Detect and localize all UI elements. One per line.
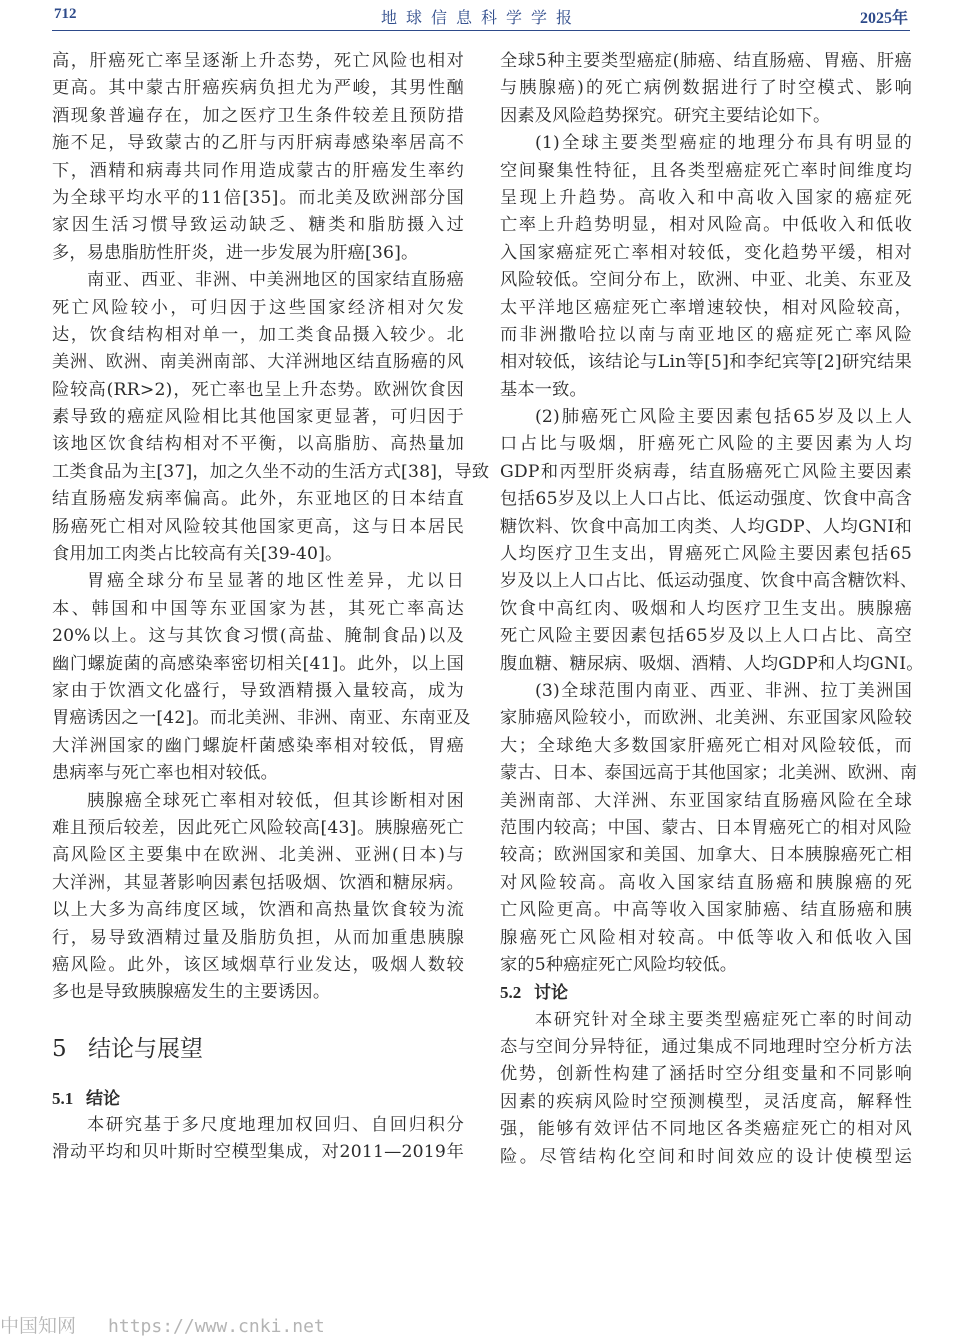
text-line: 人均医疗卫生支出，胃癌死亡风险主要因素包括65 [500, 544, 912, 565]
text-line: 风险较低。空间分布上，欧洲、中亚、北美、东亚及 [500, 270, 912, 291]
text-line: 幽门螺旋菌的高感染率密切相关[41]。此外，以上国 [52, 653, 464, 674]
subsection-title: 结论 [86, 1088, 120, 1109]
text-line: 癌风险。此外，该区域烟草行业发达，吸烟人数较 [52, 954, 464, 975]
right-column [500, 48, 924, 1171]
watermark-url: https://www.cnki.net [108, 1316, 325, 1337]
text-line: 空间聚集性特征，且各类型癌症死亡率时间维度均 [500, 160, 912, 181]
text-line: 相对较低，该结论与Lin等[5]和李纪宾等[2]研究结果 [500, 352, 912, 373]
text-line: 险。尽管结构化空间和时间效应的设计使模型运 [500, 1146, 912, 1167]
paragraph-pancreatic-cancer [52, 788, 464, 1007]
text-line: 胃癌全球分布呈显著的地区性差异，尤以日 [87, 571, 464, 592]
subsection-number: 5.2 [500, 983, 522, 1003]
paragraph-stomach-cancer [52, 568, 471, 787]
text-line: 腹血糖、糖尿病、吸烟、酒精、人均GDP和人均GNI。 [500, 653, 924, 674]
text-line: 家因生活习惯导致运动缺乏、糖类和脂肪摄入过 [52, 215, 464, 236]
text-line: 下，酒精和病毒共同作用造成蒙古的肝癌发生率约 [52, 160, 464, 181]
text-line: 岁及以上人口占比、低运动强度、饮食中高含糖饮料、 [500, 571, 918, 592]
text-line: 口占比与吸烟，肝癌死亡风险的主要因素为人均 [500, 434, 912, 455]
subsection-heading-5-1 [52, 1085, 464, 1112]
text-line: 美洲、欧洲、南美洲南部、大洋洲地区结直肠癌的风 [52, 352, 464, 373]
publication-year: 2025年 [859, 10, 908, 27]
paragraph-conclusion-2 [500, 404, 924, 678]
text-line: 20%以上。这与其饮食习惯(高盐、腌制食品)以及 [52, 626, 464, 647]
text-line: 基本一致。 [500, 379, 587, 400]
text-line: 包括65岁及以上人口占比、低运动强度、饮食中高含 [500, 489, 912, 510]
paragraph-discussion [500, 1007, 912, 1171]
text-line: 呈现上升趋势。高收入和中高收入国家的癌症死 [500, 187, 912, 208]
paragraph-colorectal-cancer [52, 267, 490, 568]
text-line: 难且预后较差，因此死亡风险较高[43]。胰腺癌死亡 [52, 817, 464, 838]
text-line: 因素的疾病风险时空预测模型，灵活度高，解释性 [500, 1091, 912, 1112]
text-line: (1)全球主要类型癌症的地理分布具有明显的 [535, 133, 912, 154]
text-line: 家的5种癌症死亡风险均较低。 [500, 954, 738, 975]
text-line: 太平洋地区癌症死亡率增速较快，相对风险较高， [500, 297, 912, 318]
cnki-watermark [0, 1311, 325, 1338]
paragraph-conclusion-3 [500, 678, 918, 979]
text-line: 大；全球绝大多数国家肝癌死亡相对风险较低，而 [500, 735, 912, 756]
text-line: 美洲南部、大洋洲、东亚国家结直肠癌风险在全球 [500, 790, 912, 811]
text-line: 食用加工肉类占比较高有关[39-40]。 [52, 544, 343, 565]
text-line: 较高；欧洲国家和美国、加拿大、日本胰腺癌死亡相 [500, 845, 912, 866]
running-header [52, 0, 910, 31]
text-line: (3)全球范围内南亚、西亚、非洲、拉丁美洲国 [535, 680, 912, 701]
section-heading-5 [52, 1029, 464, 1069]
text-line: 胰腺癌全球死亡率相对较低，但其诊断相对困 [87, 790, 464, 811]
paragraph-conclusion-1 [500, 130, 912, 404]
subsection-number: 5.1 [52, 1088, 74, 1108]
text-line: 本、韩国和中国等东亚国家为甚，其死亡率高达 [52, 598, 464, 619]
text-line: 施不足，导致蒙古的乙肝与丙肝病毒感染率居高不 [52, 133, 464, 154]
text-line: 酒现象普遍存在，加之医疗卫生条件较差且预防措 [52, 105, 464, 126]
section-title: 结论与展望 [88, 1035, 203, 1062]
text-line: 入国家癌症死亡率相对较低，变化趋势平缓，相对 [500, 242, 912, 263]
text-line: 死亡风险较小，可归因于这些国家经济相对欠发 [52, 297, 464, 318]
text-line: 多也是导致胰腺癌发生的主要诱因。 [52, 982, 331, 1003]
text-line: 本研究针对全球主要类型癌症死亡率的时间动 [535, 1009, 912, 1030]
text-line: 腺癌死亡风险相对较高。中低等收入和低收入国 [500, 927, 912, 948]
text-line: 以上大多为高纬度区域，饮酒和高热量饮食较为流 [52, 900, 464, 921]
text-line: 强，能够有效评估不同地区各类癌症死亡的相对风 [500, 1119, 912, 1140]
text-line: 饮食中高红肉、吸烟和人均医疗卫生支出。胰腺癌 [500, 598, 912, 619]
text-line: 素导致的癌症风险相比其他国家更显著，可归因于 [52, 407, 464, 428]
text-line: (2)肺癌死亡风险主要因素包括65岁及以上人 [535, 407, 912, 428]
text-line: 家肺癌风险较小，而欧洲、北美洲、东亚国家风险较 [500, 708, 912, 729]
text-line: 大洋洲，其显著影响因素包括吸烟、饮酒和糖尿病。 [52, 872, 464, 893]
left-column [52, 48, 490, 1167]
text-line: 本研究基于多尺度地理加权回归、自回归积分 [87, 1115, 464, 1136]
text-line: 全球5种主要类型癌症(肺癌、结直肠癌、胃癌、肝癌 [500, 51, 912, 71]
text-line: 胃癌诱因之一[42]。而北美洲、非洲、南亚、东南亚及 [52, 708, 471, 729]
text-line: 行，易导致酒精过量及脂肪负担，从而加重患胰腺 [52, 927, 464, 948]
text-line: 南亚、西亚、非洲、中美洲地区的国家结直肠癌 [87, 270, 464, 291]
text-line: 家由于饮酒文化盛行，导致酒精摄入量较高，成为 [52, 680, 464, 701]
text-line: 结直肠癌发病率偏高。此外，东亚地区的日本结直 [52, 489, 464, 510]
subsection-heading-5-2 [500, 979, 912, 1006]
paragraph-conclusion-intro-cont [500, 48, 912, 130]
text-line: 蒙古、日本、泰国远高于其他国家；北美洲、欧洲、南 [500, 763, 918, 784]
journal-title: 地球信息科学学报 [380, 8, 581, 27]
text-line: 高，肝癌死亡率呈逐渐上升态势，死亡风险也相对 [52, 51, 464, 71]
text-line: 与胰腺癌)的死亡病例数据进行了时空模式、影响 [500, 78, 912, 99]
text-line: 更高。其中蒙古肝癌疾病负担尤为严峻，其男性酗 [52, 78, 464, 99]
text-line: 大洋洲国家的幽门螺旋杆菌感染率相对较低，胃癌 [52, 735, 464, 756]
section-number: 5 [52, 1035, 67, 1062]
text-line: 范围内较高；中国、蒙古、日本胃癌死亡的相对风险 [500, 817, 912, 838]
text-line: 优势，创新性构建了涵括时空分组变量和不同影响 [500, 1064, 912, 1085]
text-line: 该地区饮食结构相对不平衡，以高脂肪、高热量加 [52, 434, 464, 455]
text-line: GDP和丙型肝炎病毒，结直肠癌死亡风险主要因素 [500, 461, 912, 482]
watermark-site: 中国知网 [0, 1315, 77, 1337]
paragraph-conclusion-intro [52, 1112, 464, 1167]
paragraph-liver-cancer [52, 48, 464, 267]
text-line: 高风险区主要集中在欧洲、北美洲、亚洲(日本)与 [52, 845, 464, 866]
text-line: 患病率与死亡率也相对较低。 [52, 763, 279, 784]
text-line: 死亡风险主要因素包括65岁及以上人口占比、高空 [500, 626, 912, 647]
text-line: 糖饮料、饮食中高加工肉类、人均GDP、人均GNI和 [500, 516, 912, 537]
text-line: 滑动平均和贝叶斯时空模型集成，对2011—2019年 [52, 1142, 464, 1163]
subsection-title: 讨论 [534, 983, 568, 1004]
text-line: 态与空间分异特征，通过集成不同地理时空分析方法 [500, 1037, 912, 1058]
text-line: 亡风险更高。中高等收入国家肺癌、结直肠癌和胰 [500, 900, 912, 921]
text-line: 肠癌死亡相对风险较其他国家更高，这与日本居民 [52, 516, 464, 537]
text-line: 亡率上升趋势明显，相对风险高。中低收入和低收 [500, 215, 912, 236]
text-line: 工类食品为主[37]，加之久坐不动的生活方式[38]，导致 [52, 461, 490, 482]
text-line: 多，易患脂肪性肝炎，进一步发展为肝癌[36]。 [52, 242, 419, 263]
page-number: 712 [54, 6, 77, 22]
text-line: 达，饮食结构相对单一，加工类食品摄入较少。北 [52, 324, 464, 345]
text-line: 险较高(RR>2)，死亡率也呈上升态势。欧洲饮食因 [52, 379, 464, 400]
text-line: 而非洲撒哈拉以南与南亚地区的癌症死亡率风险 [500, 324, 912, 345]
text-line: 因素及风险趋势探究。研究主要结论如下。 [500, 105, 831, 126]
text-line: 对风险较高。高收入国家结直肠癌和胰腺癌的死 [500, 872, 912, 893]
text-line: 为全球平均水平的11倍[35]。而北美及欧洲部分国 [52, 187, 464, 208]
